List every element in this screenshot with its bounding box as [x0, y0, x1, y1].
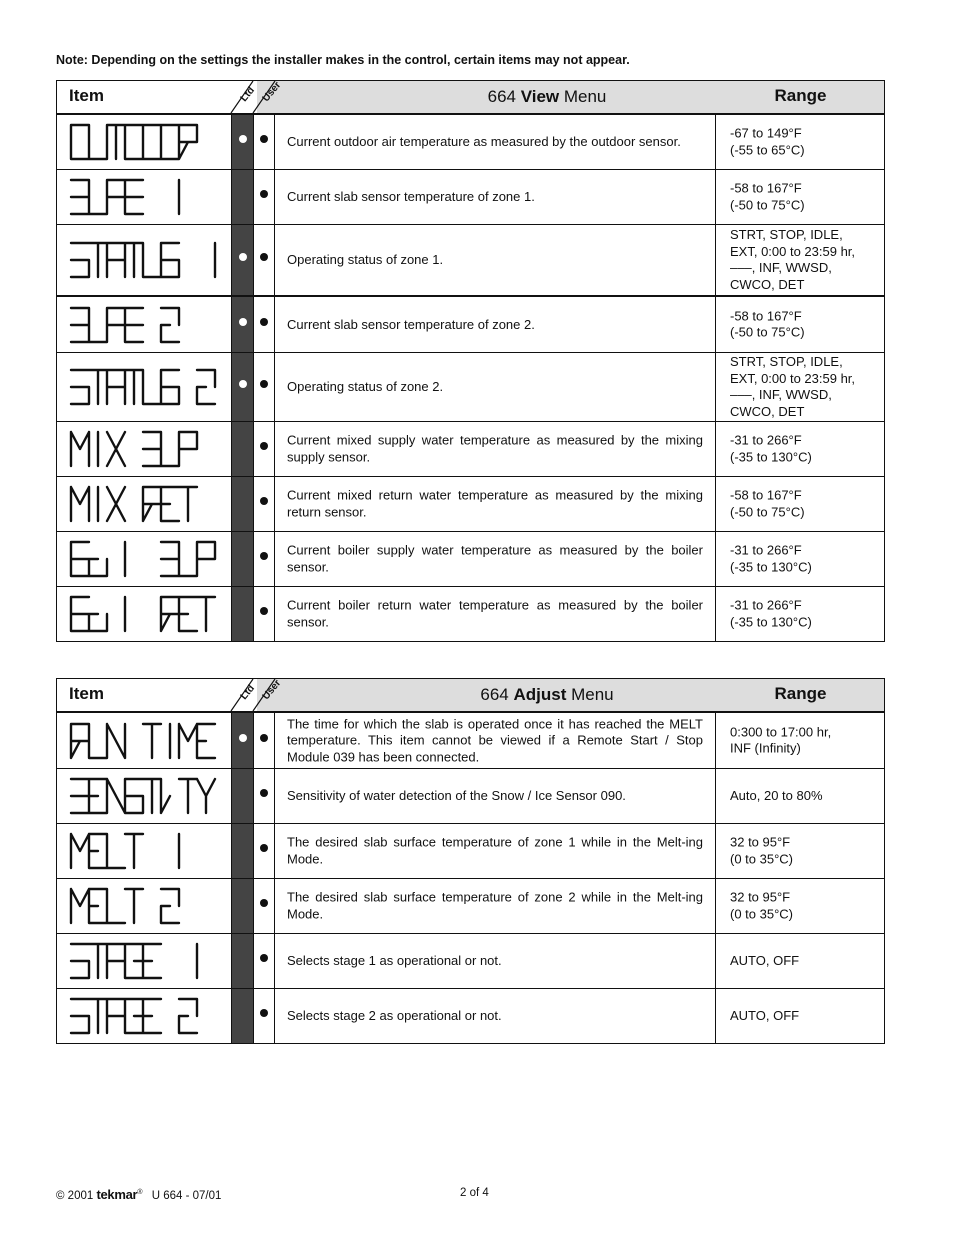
lcd-display-icon — [69, 240, 219, 280]
header-user-label: User — [260, 79, 284, 104]
ltd-access-cell — [231, 934, 254, 988]
user-access-cell — [253, 587, 275, 641]
table-row — [57, 713, 884, 769]
row-range: AUTO, OFF — [730, 952, 800, 968]
row-description: Selects stage 2 as operational or not. — [287, 1007, 502, 1023]
table-row — [57, 115, 884, 170]
range-cell — [715, 115, 885, 169]
user-dot-icon — [260, 552, 268, 560]
ltd-dot-icon — [239, 734, 247, 742]
lcd-display-cell — [57, 477, 231, 531]
menu-header — [57, 81, 884, 115]
menu-title — [377, 685, 717, 705]
table-row — [57, 532, 884, 587]
row-description: Current slab sensor temperature of zone 1. — [287, 188, 535, 204]
ltd-access-cell — [231, 115, 254, 169]
menu-title-bold: View — [520, 87, 560, 106]
row-range: AUTO, OFF — [730, 1007, 800, 1023]
ltd-access-cell — [231, 989, 254, 1043]
ltd-access-cell — [231, 422, 254, 476]
table-row — [57, 422, 884, 477]
range-cell — [715, 170, 885, 224]
row-range: -58 to 167°F (-50 to 75°C) — [730, 487, 805, 519]
lcd-display-icon — [69, 367, 219, 407]
row-range: STRT, STOP, IDLE, EXT, 0:00 to 23:59 hr, –––, INF, WWSD, CWCO, DET — [730, 354, 856, 419]
user-access-cell — [253, 713, 275, 768]
lcd-display-icon — [69, 305, 219, 345]
user-dot-icon — [260, 1009, 268, 1017]
menu-title-prefix: 664 — [487, 87, 521, 106]
header-ltd-label: Ltd — [238, 683, 257, 702]
range-cell — [715, 934, 885, 988]
ltd-dot-icon — [239, 318, 247, 326]
range-cell — [715, 353, 885, 421]
menu-header — [57, 679, 884, 713]
row-description: Current boiler supply water temperature as measured by the boiler sensor. — [287, 542, 703, 574]
table-row — [57, 879, 884, 934]
ltd-access-cell — [231, 587, 254, 641]
lcd-display-icon — [69, 122, 219, 162]
lcd-display-icon — [69, 429, 219, 469]
row-description: Current boiler return water temperature as measured by the boiler sensor. — [287, 597, 703, 629]
lcd-display-icon — [69, 941, 219, 981]
row-range: 32 to 95°F (0 to 35°C) — [730, 834, 794, 866]
ltd-dot-icon — [239, 135, 247, 143]
user-dot-icon — [260, 899, 268, 907]
ltd-access-cell — [231, 477, 254, 531]
note-text: Note: Depending on the settings the installer makes in the control, certain items may not appear. — [56, 53, 630, 67]
range-cell — [715, 989, 885, 1043]
header-item-label: Item — [69, 86, 104, 105]
user-access-cell — [253, 824, 275, 878]
row-range: -67 to 149°F (-55 to 65°C) — [730, 125, 805, 157]
user-access-cell — [253, 115, 275, 169]
header-user-label: User — [260, 677, 284, 702]
range-cell — [715, 297, 885, 352]
menu-title-prefix: 664 — [480, 685, 514, 704]
user-dot-icon — [260, 380, 268, 388]
user-access-cell — [253, 934, 275, 988]
row-description: The desired slab surface temperature of zone 1 while in the Melt-ing Mode. — [287, 834, 703, 866]
table-row — [57, 824, 884, 879]
menu-title-bold: Adjust — [513, 685, 567, 704]
row-range: Auto, 20 to 80% — [730, 787, 823, 803]
lcd-display-icon — [69, 539, 219, 579]
row-description: Operating status of zone 1. — [287, 251, 444, 267]
user-dot-icon — [260, 135, 268, 143]
user-access-cell — [253, 170, 275, 224]
lcd-display-cell — [57, 879, 231, 933]
row-description: Current mixed supply water temperature as measured by the mixing supply sensor. — [287, 432, 703, 464]
user-access-cell — [253, 532, 275, 586]
table-row — [57, 225, 884, 297]
lcd-display-icon — [69, 776, 219, 816]
lcd-display-cell — [57, 824, 231, 878]
table-row — [57, 934, 884, 989]
table-row — [57, 353, 884, 422]
row-description: The desired slab surface temperature of zone 2 while in the Melt-ing Mode. — [287, 889, 703, 921]
menu-title — [377, 87, 717, 107]
lcd-display-icon — [69, 177, 219, 217]
user-dot-icon — [260, 497, 268, 505]
table-row — [57, 170, 884, 225]
lcd-display-cell — [57, 769, 231, 823]
menu-title-suffix: Menu — [566, 685, 614, 704]
range-cell — [715, 769, 885, 823]
table-row — [57, 587, 884, 642]
range-cell — [715, 824, 885, 878]
footer-doc-code: U 664 - 07/01 — [151, 1190, 222, 1202]
footer-page-number: 2 of 4 — [460, 1187, 489, 1199]
lcd-display-icon — [69, 594, 219, 634]
ltd-access-cell — [231, 713, 254, 768]
user-access-cell — [253, 422, 275, 476]
range-cell — [715, 713, 885, 768]
header-item-label: Item — [69, 684, 104, 703]
view-menu-table — [56, 80, 885, 642]
user-dot-icon — [260, 607, 268, 615]
user-dot-icon — [260, 253, 268, 261]
row-description: The time for which the slab is operated once it has reached the MELT temperature. This item cannot be viewed if a Remote Start / Stop Module 039 has been connected. — [287, 715, 703, 764]
row-range: -58 to 167°F (-50 to 75°C) — [730, 308, 805, 340]
footer-registered: ® — [137, 1189, 143, 1197]
range-cell — [715, 225, 885, 295]
ltd-access-cell — [231, 353, 254, 421]
lcd-display-icon — [69, 484, 219, 524]
ltd-access-cell — [231, 532, 254, 586]
user-access-cell — [253, 769, 275, 823]
row-range: -31 to 266°F (-35 to 130°C) — [730, 542, 812, 574]
row-range: -31 to 266°F (-35 to 130°C) — [730, 432, 812, 464]
user-dot-icon — [260, 318, 268, 326]
lcd-display-cell — [57, 353, 231, 421]
row-range: 32 to 95°F (0 to 35°C) — [730, 889, 794, 921]
ltd-access-cell — [231, 769, 254, 823]
range-cell — [715, 587, 885, 641]
row-description: Current slab sensor temperature of zone 2. — [287, 316, 535, 332]
ltd-dot-icon — [239, 380, 247, 388]
ltd-access-cell — [231, 824, 254, 878]
row-description: Current mixed return water temperature as measured by the mixing return sensor. — [287, 487, 703, 519]
table-row — [57, 769, 884, 824]
lcd-display-cell — [57, 934, 231, 988]
user-dot-icon — [260, 954, 268, 962]
menu-title-suffix: Menu — [559, 87, 607, 106]
range-cell — [715, 422, 885, 476]
user-access-cell — [253, 353, 275, 421]
lcd-display-cell — [57, 225, 231, 295]
user-dot-icon — [260, 734, 268, 742]
ltd-access-cell — [231, 170, 254, 224]
table-row — [57, 989, 884, 1044]
lcd-display-cell — [57, 115, 231, 169]
table-row — [57, 477, 884, 532]
user-access-cell — [253, 297, 275, 352]
user-access-cell — [253, 879, 275, 933]
ltd-access-cell — [231, 879, 254, 933]
user-dot-icon — [260, 844, 268, 852]
user-access-cell — [253, 225, 275, 295]
footer-brand: tekmar — [96, 1187, 138, 1202]
ltd-access-cell — [231, 297, 254, 352]
lcd-display-cell — [57, 422, 231, 476]
ltd-dot-icon — [239, 253, 247, 261]
row-range: -58 to 167°F (-50 to 75°C) — [730, 180, 805, 212]
ltd-access-cell — [231, 225, 254, 295]
lcd-display-icon — [69, 886, 219, 926]
range-cell — [715, 532, 885, 586]
range-cell — [715, 477, 885, 531]
lcd-display-icon — [69, 831, 219, 871]
user-access-cell — [253, 989, 275, 1043]
user-dot-icon — [260, 442, 268, 450]
row-range: 0:300 to 17:00 hr, INF (Infinity) — [730, 724, 832, 756]
row-description: Sensitivity of water detection of the Snow / Ice Sensor 090. — [287, 787, 626, 803]
header-ltd-label: Ltd — [238, 85, 257, 104]
footer-copyright: © 2001 — [56, 1190, 94, 1202]
row-range: STRT, STOP, IDLE, EXT, 0:00 to 23:59 hr, –––, INF, WWSD, CWCO, DET — [730, 227, 856, 292]
lcd-display-icon — [69, 721, 219, 761]
lcd-display-cell — [57, 587, 231, 641]
user-dot-icon — [260, 190, 268, 198]
header-range-label: Range — [774, 86, 827, 105]
header-range-label: Range — [774, 684, 827, 703]
user-dot-icon — [260, 789, 268, 797]
footer-left — [56, 1187, 221, 1202]
row-description: Selects stage 1 as operational or not. — [287, 952, 502, 968]
lcd-display-cell — [57, 713, 231, 768]
table-row — [57, 297, 884, 353]
adjust-menu-table — [56, 678, 885, 1044]
lcd-display-icon — [69, 996, 219, 1036]
lcd-display-cell — [57, 297, 231, 352]
user-access-cell — [253, 477, 275, 531]
row-description: Current outdoor air temperature as measured by the outdoor sensor. — [287, 133, 681, 149]
row-range: -31 to 266°F (-35 to 130°C) — [730, 597, 812, 629]
lcd-display-cell — [57, 989, 231, 1043]
lcd-display-cell — [57, 532, 231, 586]
lcd-display-cell — [57, 170, 231, 224]
range-cell — [715, 879, 885, 933]
row-description: Operating status of zone 2. — [287, 378, 444, 394]
